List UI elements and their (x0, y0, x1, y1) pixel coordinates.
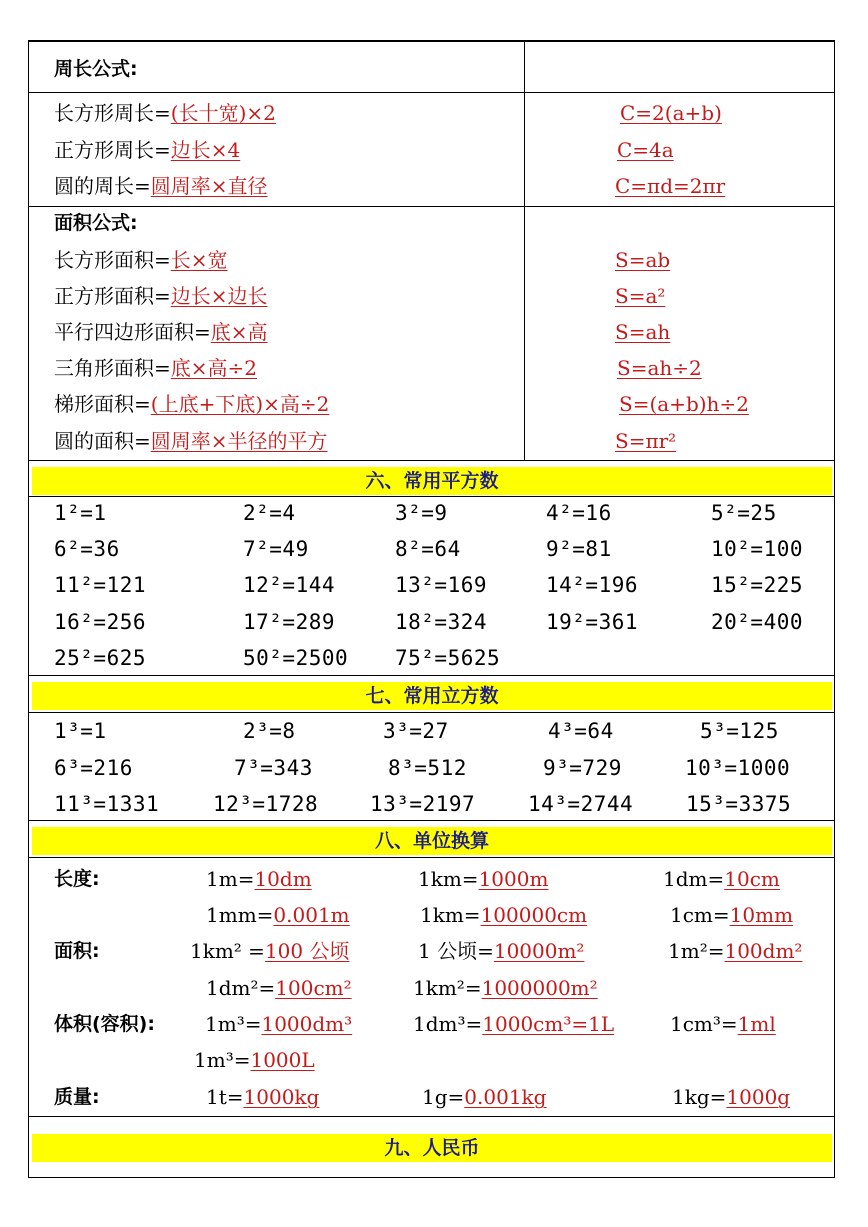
unit-value: 100dm² (724, 939, 803, 963)
rule (28, 496, 835, 497)
formula-label: 长方形周长= (54, 101, 171, 125)
cubes-title: 七、常用立方数 (365, 685, 499, 707)
formula-words: 圆周率×半径的平方 (150, 429, 328, 453)
unit-conversion (205, 1011, 352, 1037)
square-item: 25²=625 (54, 646, 147, 670)
cube-item: 4³=64 (548, 719, 614, 743)
formula-words: (长十宽)×2 (170, 101, 276, 125)
length-label: 长度: (54, 868, 100, 890)
unit-from: 1km= (418, 867, 479, 891)
unit-conversion (672, 1084, 790, 1110)
unit-from: 1m³= (205, 1012, 262, 1036)
unit-conversion (413, 975, 598, 1001)
formula-label: 正方形周长= (54, 138, 171, 162)
perimeter-heading: 周长公式: (54, 58, 138, 80)
square-item: 17²=289 (243, 610, 336, 634)
unit-from: 1km= (420, 903, 481, 927)
square-item: 13²=169 (395, 573, 488, 597)
unit-from: 1cm³= (670, 1012, 738, 1036)
cube-item: 3³=27 (383, 719, 449, 743)
unit-value: 100 公顷 (264, 939, 350, 963)
formula-words: 边长×4 (170, 138, 241, 162)
square-item: 7²=49 (243, 537, 309, 561)
unit-from: 1km²= (413, 976, 482, 1000)
perimeter-row (54, 100, 276, 126)
formula-label: 三角形面积= (54, 356, 171, 380)
unit-from: 1dm²= (206, 976, 276, 1000)
squares-title: 六、常用平方数 (365, 470, 499, 492)
unit-from: 1km² = (190, 939, 265, 963)
square-item: 15²=225 (711, 573, 804, 597)
square-item: 75²=5625 (395, 646, 501, 670)
unit-value: 10mm (729, 903, 794, 927)
unit-conversion (422, 1084, 546, 1110)
unit-conversion (418, 866, 548, 892)
unit-value: 1000g (726, 1085, 791, 1109)
perimeter-row (54, 137, 240, 163)
cube-item: 7³=343 (234, 756, 313, 780)
square-item: 14²=196 (546, 573, 639, 597)
square-item: 6²=36 (54, 537, 120, 561)
unit-value: 1000L (250, 1048, 315, 1072)
unit-value: 1000m (478, 867, 549, 891)
cube-item: 9³=729 (543, 756, 622, 780)
cube-item: 14³=2744 (528, 792, 634, 816)
cube-item: 10³=1000 (685, 756, 791, 780)
cube-item: 6³=216 (54, 756, 133, 780)
formula-words: 边长×边长 (170, 284, 268, 308)
square-item: 10²=100 (711, 537, 804, 561)
unit-conversion (206, 902, 350, 928)
cube-item: 12³=1728 (213, 792, 319, 816)
square-item: 20²=400 (711, 610, 804, 634)
square-item: 50²=2500 (243, 646, 349, 670)
unit-conversion (420, 902, 587, 928)
formula-symbol: C=πd=2πr (615, 174, 726, 198)
area-row (54, 319, 268, 345)
cube-item: 8³=512 (388, 756, 467, 780)
unit-from: 1t= (206, 1085, 244, 1109)
unit-conversion (194, 1047, 315, 1073)
square-item: 19²=361 (546, 610, 639, 634)
cube-item: 1³=1 (54, 719, 107, 743)
square-item: 11²=121 (54, 573, 147, 597)
unit-conversion (206, 866, 312, 892)
unit-from: 1m²= (668, 939, 725, 963)
area-row (54, 428, 328, 454)
square-item: 16²=256 (54, 610, 147, 634)
square-item: 3²=9 (395, 501, 448, 525)
unit-from: 1m= (206, 867, 255, 891)
unit-conversion (413, 1011, 614, 1037)
square-item: 1²=1 (54, 501, 107, 525)
rule (28, 206, 835, 207)
perimeter-row (54, 173, 268, 199)
unit-conversion (206, 1084, 319, 1110)
formula-symbol: C=2(a+b) (620, 101, 722, 125)
square-item: 5²=25 (711, 501, 777, 525)
unit-value: 10000m² (493, 939, 585, 963)
units-title: 八、单位换算 (374, 830, 489, 852)
formula-symbol: S=πr² (615, 429, 677, 453)
formula-label: 梯形面积= (54, 392, 151, 416)
formula-symbol: S=(a+b)h÷2 (619, 392, 749, 416)
unit-value: 100000cm (480, 903, 588, 927)
unit-value: 1000000m² (481, 976, 598, 1000)
unit-conversion (418, 938, 584, 964)
formula-symbol: S=a² (615, 284, 666, 308)
unit-from: 1 公顷= (418, 939, 494, 963)
square-item: 2²=4 (243, 501, 296, 525)
formula-table-divider (524, 42, 525, 460)
unit-conversion (668, 938, 802, 964)
cube-item: 13³=2197 (370, 792, 476, 816)
unit-from: 1m³= (194, 1048, 251, 1072)
rule (28, 857, 835, 858)
rule (28, 820, 835, 821)
formula-symbol: C=4a (617, 138, 674, 162)
formula-symbol: S=ah÷2 (617, 356, 702, 380)
square-item: 4²=16 (546, 501, 612, 525)
unit-value: 1000cm³=1L (482, 1012, 615, 1036)
formula-label: 正方形面积= (54, 284, 171, 308)
rule (28, 712, 835, 713)
formula-label: 圆的面积= (54, 429, 151, 453)
area-row (54, 247, 228, 273)
square-item: 8²=64 (395, 537, 461, 561)
formula-label: 长方形面积= (54, 248, 171, 272)
cube-item: 2³=8 (243, 719, 296, 743)
square-item: 18²=324 (395, 610, 488, 634)
formula-label: 圆的周长= (54, 174, 151, 198)
formula-words: 底×高 (210, 320, 268, 344)
formula-words: (上底+下底)×高÷2 (150, 392, 330, 416)
rule (28, 1116, 835, 1117)
unit-value: 1000dm³ (261, 1012, 353, 1036)
area-row (54, 391, 329, 417)
area-row (54, 283, 268, 309)
area-heading: 面积公式: (54, 212, 138, 234)
formula-words: 底×高÷2 (170, 356, 258, 380)
area-row (54, 355, 257, 381)
formula-words: 圆周率×直径 (150, 174, 268, 198)
unit-value: 1000kg (243, 1085, 320, 1109)
unit-value: 10dm (254, 867, 312, 891)
unit-from: 1dm³= (413, 1012, 483, 1036)
volume-label: 体积(容积): (54, 1013, 155, 1035)
cube-item: 15³=3375 (686, 792, 792, 816)
unit-conversion (190, 938, 349, 964)
square-item: 12²=144 (243, 573, 336, 597)
formula-label: 平行四边形面积= (54, 320, 211, 344)
area-unit-label: 面积: (54, 940, 100, 962)
cube-item: 11³=1331 (54, 792, 160, 816)
formula-symbol: S=ah (615, 320, 671, 344)
formula-symbol: S=ab (615, 248, 671, 272)
unit-conversion (206, 975, 352, 1001)
square-item: 9²=81 (546, 537, 612, 561)
unit-conversion (670, 1011, 776, 1037)
unit-conversion (663, 866, 780, 892)
unit-from: 1mm= (206, 903, 274, 927)
formula-words: 长×宽 (170, 248, 228, 272)
unit-from: 1cm= (670, 903, 730, 927)
rmb-title: 九、人民币 (384, 1137, 480, 1159)
unit-value: 0.001kg (464, 1085, 547, 1109)
rule (28, 675, 835, 676)
cube-item: 5³=125 (700, 719, 779, 743)
unit-from: 1dm= (663, 867, 725, 891)
unit-from: 1g= (422, 1085, 465, 1109)
unit-value: 10cm (724, 867, 780, 891)
rule (28, 460, 835, 461)
unit-from: 1kg= (672, 1085, 727, 1109)
rule (28, 92, 835, 93)
mass-label: 质量: (54, 1086, 100, 1108)
unit-value: 1ml (737, 1012, 776, 1036)
unit-value: 100cm² (275, 976, 352, 1000)
unit-conversion (670, 902, 793, 928)
unit-value: 0.001m (273, 903, 350, 927)
